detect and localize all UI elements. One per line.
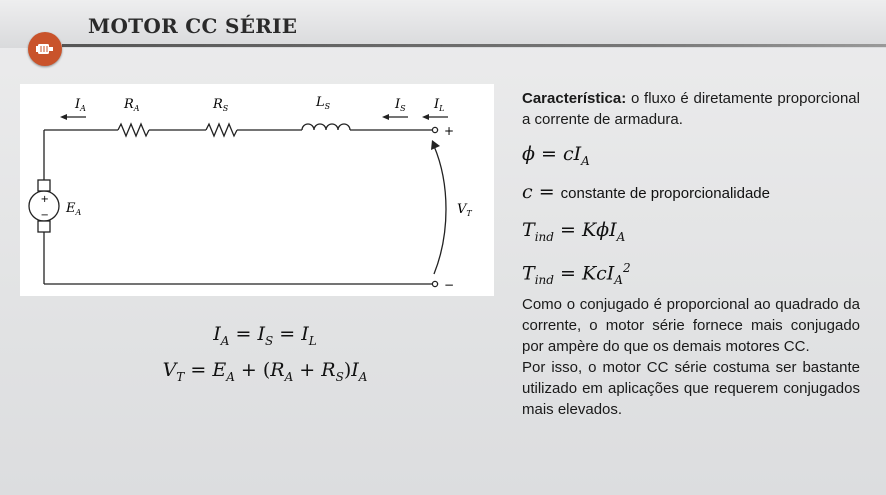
page-title: MOTOR CC SÉRIE <box>88 14 298 38</box>
terminal-minus: − <box>444 278 455 292</box>
torque-formula: $T_{ind} = K\phi I_A$ <box>522 219 626 244</box>
characteristics-panel <box>522 88 860 420</box>
terminal-plus: + <box>444 124 455 138</box>
label-ia: $I_A$ <box>75 97 86 113</box>
motor-icon <box>35 41 55 57</box>
label-is: $I_S$ <box>395 97 406 113</box>
constant-formula: c = constante de proporcionalidade <box>522 181 770 203</box>
voltage-equation: $V_T = E_A + (R_A + R_S)I_A$ <box>162 359 368 384</box>
label-il: $I_L$ <box>434 97 445 113</box>
source-plus: + <box>40 194 49 205</box>
label-rs: $R_S$ <box>213 97 229 113</box>
label-ls: $L_S$ <box>316 95 331 111</box>
characteristic-text: Característica: o fluxo é diretamente proporcional a corrente de armadura. <box>522 90 860 128</box>
title-rule <box>62 44 886 47</box>
label-vt: $V_T$ <box>457 202 472 218</box>
source-minus: − <box>40 210 49 221</box>
circuit-diagram <box>20 84 494 296</box>
label-ea: $E_A$ <box>66 201 82 217</box>
label-ra: $R_A$ <box>124 97 140 113</box>
paragraph-applications: Por isso, o motor CC série costuma ser bastante utilizado em aplicações que requerem conjugados mais elevados. <box>522 359 860 418</box>
circuit-equations <box>120 318 410 390</box>
torque-current-formula: $T_{ind} = KcI_A^2$ <box>522 261 631 288</box>
motor-badge <box>28 32 62 66</box>
flux-formula: $\phi = cI_A$ <box>522 143 590 168</box>
characteristic-heading: Característica: <box>522 90 627 107</box>
paragraph-torque: Como o conjugado é proporcional ao quadrado da corrente, o motor série fornece mais conjugado por ampère do que os demais motores CC. <box>522 296 860 355</box>
current-equation: $I_A = I_S = I_L$ <box>213 323 317 348</box>
